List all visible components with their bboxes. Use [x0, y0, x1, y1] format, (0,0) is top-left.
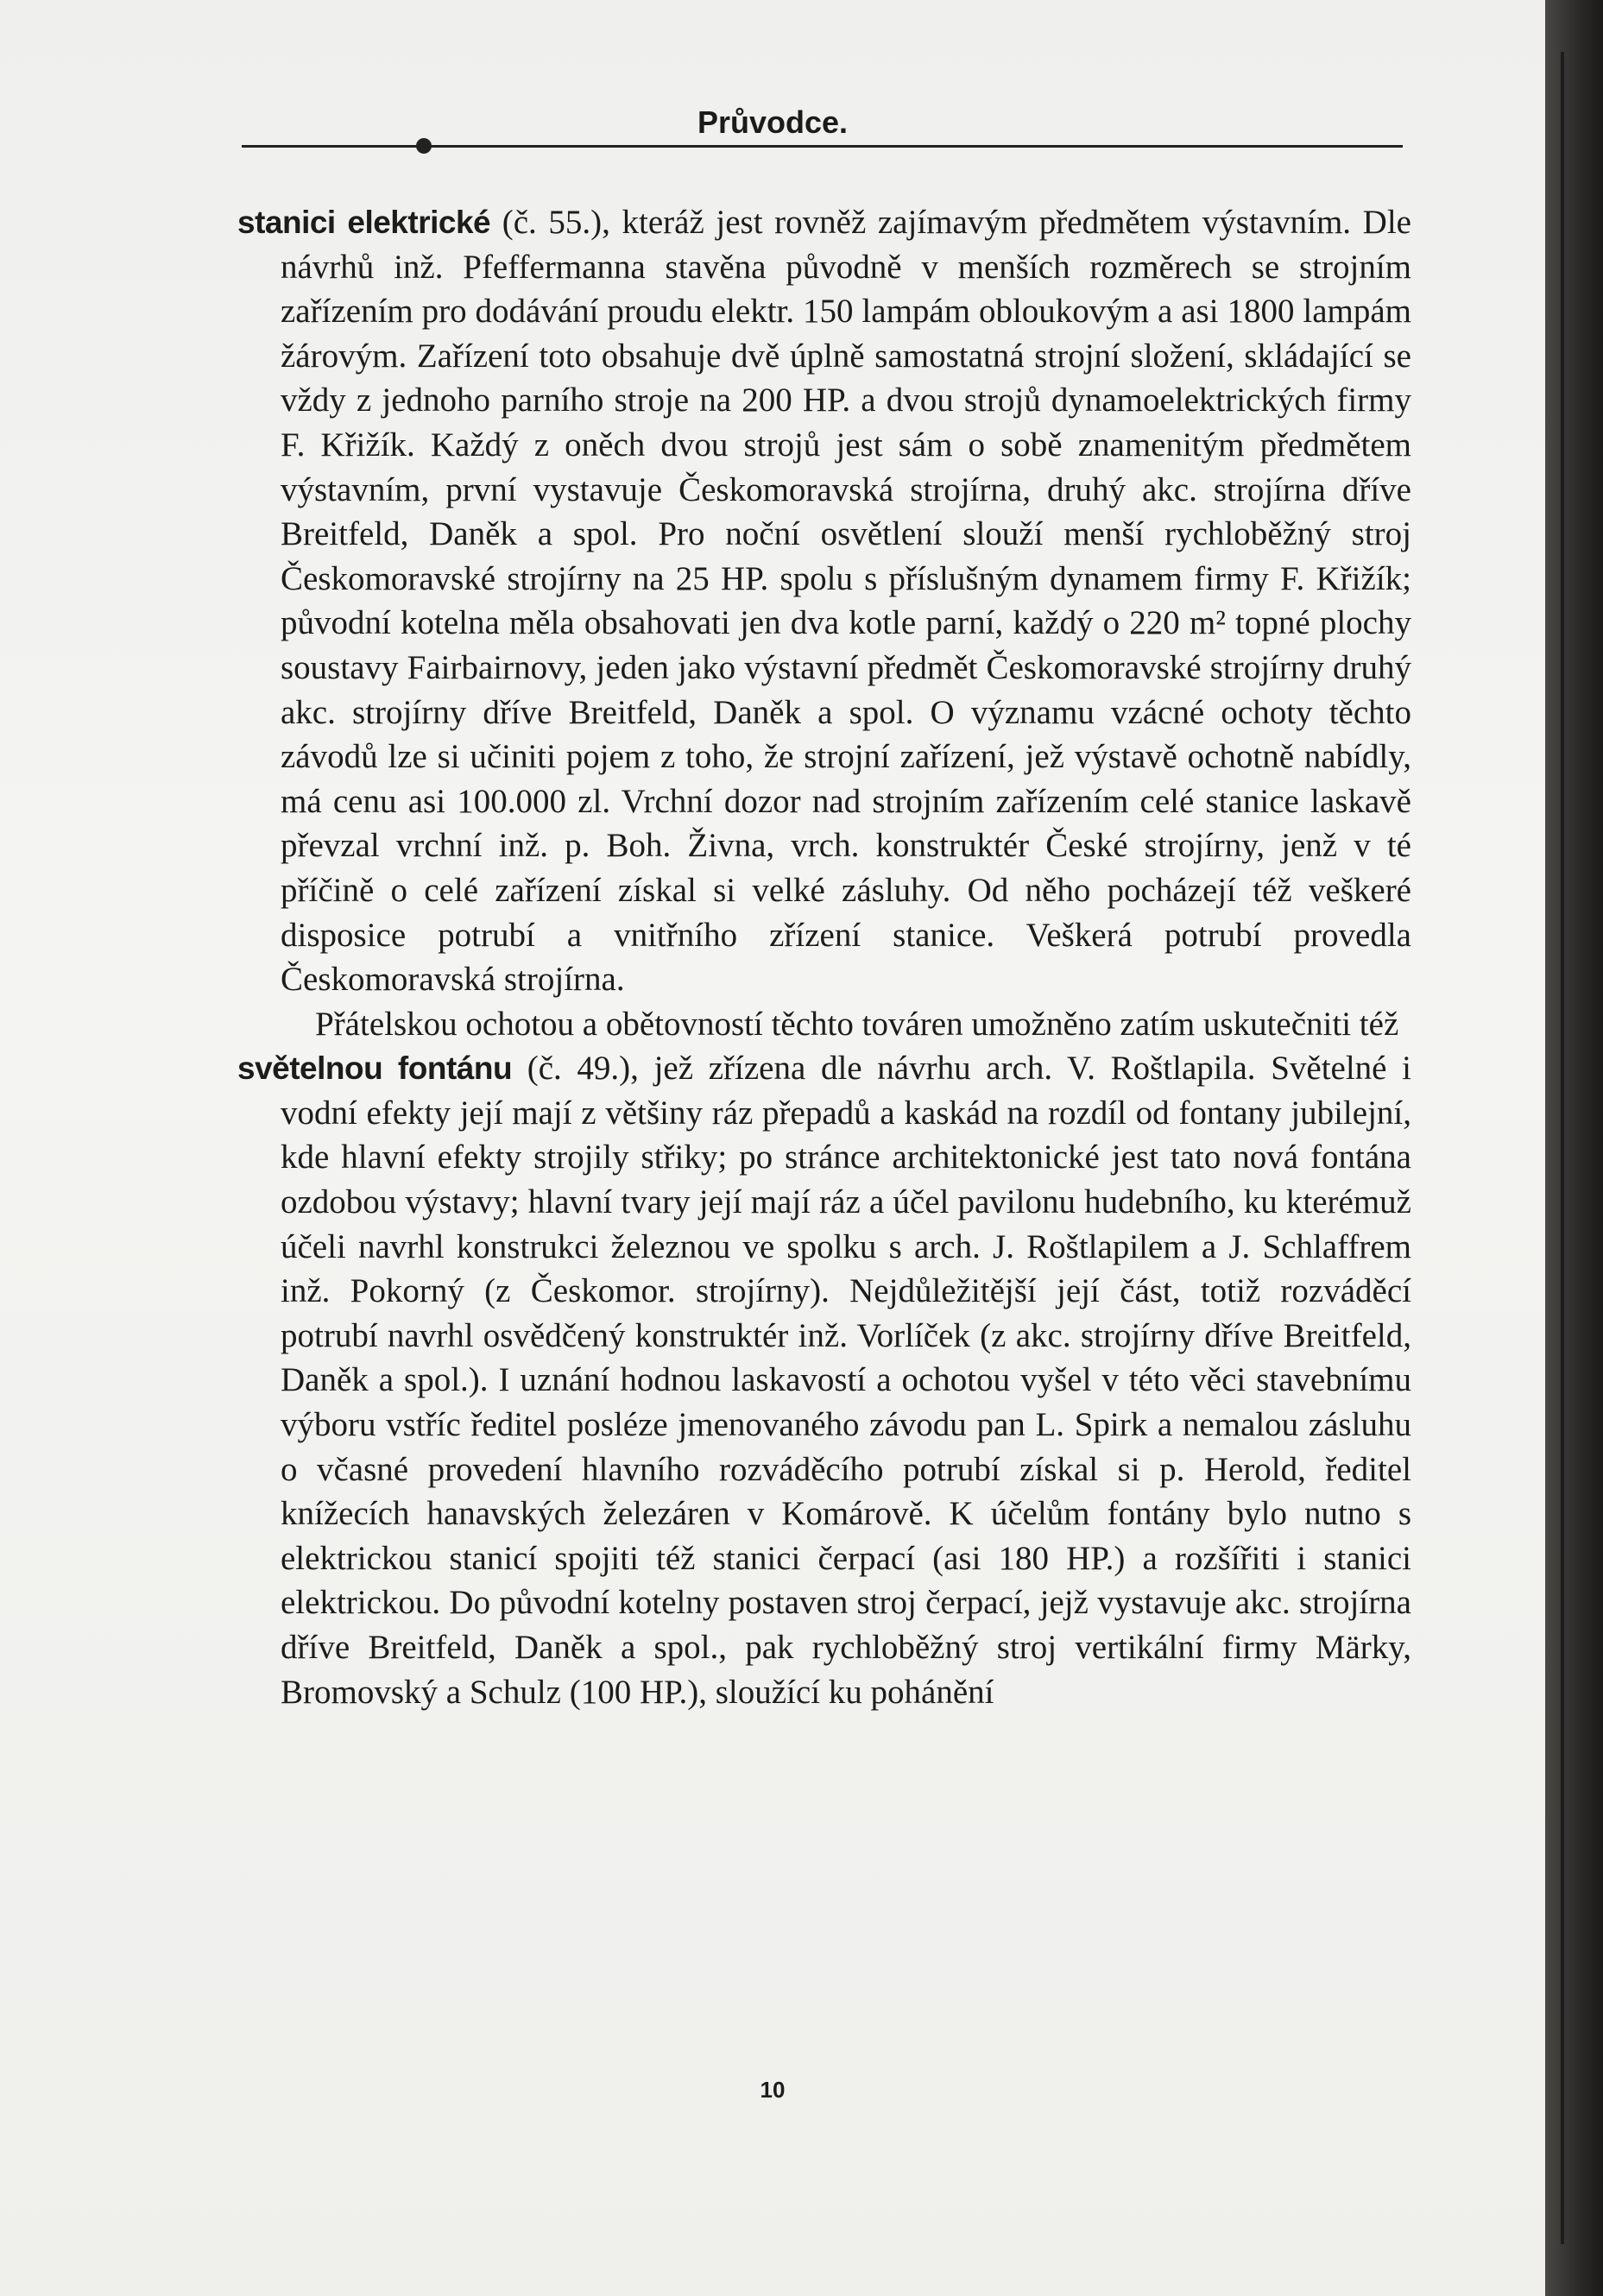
header-rule [242, 145, 1403, 148]
paragraph-text: (č. 55.), kteráž jest rovněž zajímavým předmětem výstavním. Dle návrhů inž. Pfeffermanna stavěna původně v menších rozměrech se strojním zařízením pro dodávání proudu elektr. 150 lampám obloukovým a asi 1800 lampám žárovým. Zařízení toto obsahuje dvě úplně samostatná strojní složení, skládající se vždy z jednoho parního stroje na 200 HP. a dvou strojů dynamoelektrických firmy F. Křižík. Každý z oněch dvou strojů jest sám o sobě znamenitým předmětem výstavním, první vystavuje Českomoravská strojírna, druhý akc. strojírna dříve Breitfeld, Daněk a spol. Pro noční osvětlení slouží menší rychloběžný stroj Českomoravské strojírny na 25 HP. spolu s příslušným dynamem firmy F. Křižík; původní kotelna měla obsahovati jen dva kotle parní, každý o 220 m² topné plochy soustavy Fairbairnovy, jeden jako výstavní předmět Českomoravské strojírny druhý akc. strojírny dříve Breitfeld, Daněk a spol. O významu vzácné ochoty těchto závodů lze si učiniti pojem z toho, že strojní zařízení, jež výstavě ochotně nabídly, má cenu asi 100.000 zl. Vrchní dozor nad strojním zařízením celé stanice laskavě převzal vrchní inž. p. Boh. Živna, vrch. konstruktér České strojírny, jenž v té příčině o celé zařízení získal si velké zásluhy. Od něho pocházejí též veškeré disposice potrubí a vnitřního zřízení stanice. Veškerá potrubí provedla Českomoravská strojírna. [281, 204, 1411, 999]
paragraph-transition [237, 1002, 1411, 1047]
paragraph-text: (č. 49.), jež zřízena dle návrhu arch. V. Roštlapila. Světelné i vodní efekty její mají z většiny ráz přepadů a kaskád na rozdíl od fontany jubilejní, kde hlavní efekty strojily střiky; po stránce architektonické jest tato nová fontána ozdobou výstavy; hlavní tvary její mají ráz a účel pavilonu hudebního, ku kterémuž účeli navrhl konstrukci železnou ve spolku s arch. J. Roštlapilem a J. Schlaffrem inž. Pokorný (z Českomor. strojírny). Nejdůležitější její část, totiž rozváděcí potrubí navrhl osvědčený konstruktér inž. Vorlíček (z akc. strojírny dříve Breitfeld, Daněk a spol.). I uznání hodnou laskavostí a ochotou vyšel v této věci stavebnímu výboru vstříc ředitel posléze jmenovaného závodu pan L. Spirk a nemalou zásluhu o včasné provedení hlavního rozváděcího potrubí získal si p. Herold, ředitel knížecích hanavských železáren v Komárově. K účelům fontány bylo nutno s elektrickou stanicí spojiti též stanici čerpací (asi 180 HP.) a rozšířiti i stanici elektrickou. Do původní kotelny postaven stroj čerpací, jejž vystavuje akc. strojírna dříve Breitfeld, Daněk a spol., pak rychloběžný stroj vertikální firmy Märky, Bromovský a Schulz (100 HP.), sloužící ku pohánění [281, 1050, 1411, 1711]
run-in-heading: stanici elektrické [237, 205, 491, 240]
scan-dark-edge [1545, 0, 1603, 2296]
paragraph-elektricka-stanice [237, 200, 1411, 1002]
paragraph-svetelna-fontana [237, 1046, 1411, 1714]
body-text [237, 200, 1411, 1714]
page-number: 10 [760, 2077, 786, 2103]
running-header: Průvodce. [697, 104, 849, 140]
scan-fold-line [1561, 52, 1564, 2244]
paragraph-text: Přátelskou ochotou a obětovností těchto továren umožněno zatím uskutečniti též [315, 1005, 1399, 1043]
run-in-heading: světelnou fontánu [237, 1050, 513, 1087]
